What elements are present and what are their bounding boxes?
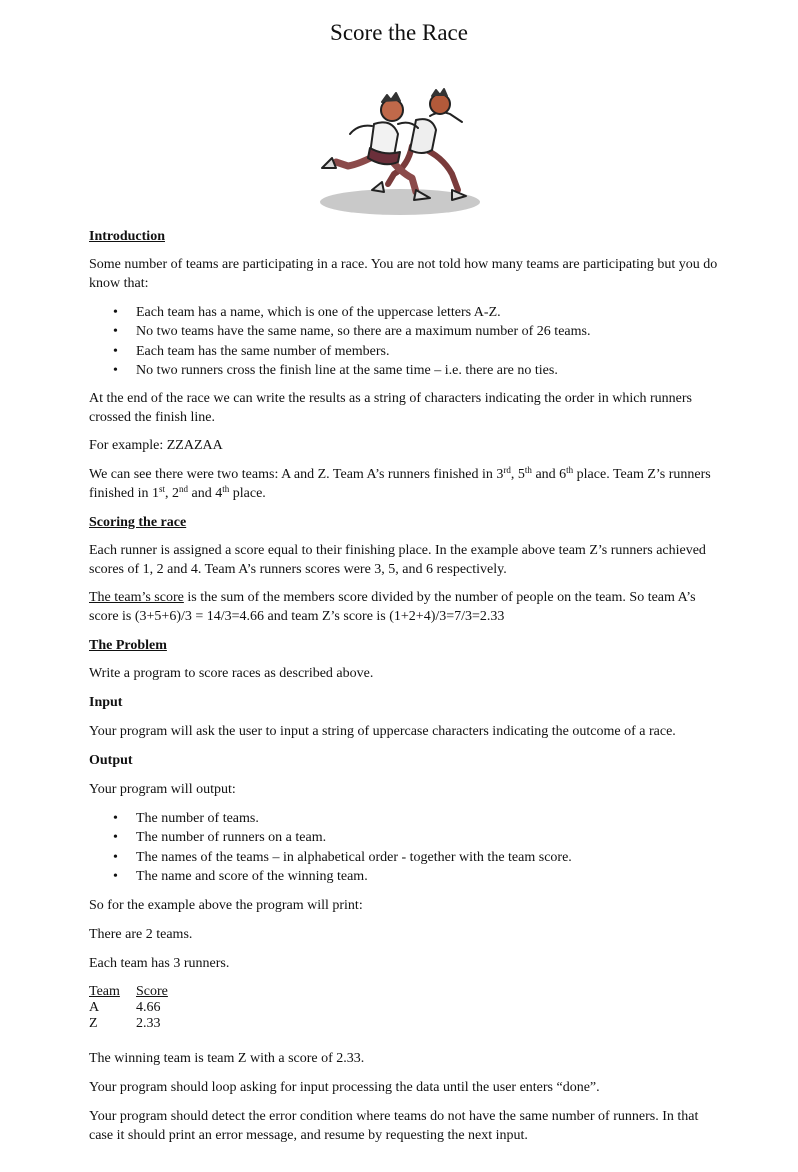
scoring-paragraph: Each runner is assigned a score equal to their finishing place. In the example above team Z’s runners achieved scores of 1, 2 and 4. Team A’s runners scores were 3, 5, and 6 respectively.: [89, 543, 706, 577]
intro-bullet-list: [89, 303, 719, 380]
list-item: • The number of runners on a team.: [89, 828, 719, 847]
output-line-runners: Each team has 3 runners.: [89, 956, 230, 971]
output-bullet-list: [89, 809, 719, 886]
intro-paragraph: Some number of teams are participating in a race. You are not told how many teams are participating but you do know that:: [89, 257, 718, 291]
example-line: For example: ZZAZAA: [89, 438, 223, 453]
list-item: • Each team has the same number of members.: [89, 342, 719, 361]
output-line-teams: There are 2 teams.: [89, 927, 193, 942]
table-cell: 2.33: [136, 1016, 161, 1031]
loop-paragraph: Your program should loop asking for input processing the data until the user enters “done”.: [89, 1080, 600, 1095]
output-intro: Your program will output:: [89, 782, 236, 797]
table-cell: Z: [89, 1016, 98, 1031]
list-item: • No two teams have the same name, so there are a maximum number of 26 teams.: [89, 322, 719, 341]
table-row: [89, 1000, 168, 1016]
score-table: [89, 984, 168, 1032]
table-cell: A: [89, 1000, 100, 1015]
team-score-paragraph: The team’s score is the sum of the members score divided by the number of people on the team. So team A’s score is (3+5+6)/3 = 14/3=4.66 and team Z’s score is (1+2+4)/3=7/3=2.33: [89, 590, 696, 624]
heading-input: Input: [89, 695, 123, 710]
results-string-paragraph: At the end of the race we can write the results as a string of characters indicating the order in which runners crossed the finish line.: [89, 391, 692, 425]
list-item: • The name and score of the winning team.: [89, 867, 719, 886]
print-intro: So for the example above the program will print:: [89, 898, 363, 913]
winner-line: The winning team is team Z with a score of 2.33.: [89, 1051, 365, 1066]
heading-scoring: Scoring the race: [89, 515, 187, 530]
error-paragraph: Your program should detect the error condition where teams do not have the same number of runners. In that case it should print an error message, and resume by requesting the next input.: [89, 1109, 699, 1143]
list-item: • The names of the teams – in alphabetical order - together with the team score.: [89, 848, 719, 867]
page-title: Score the Race: [330, 20, 468, 45]
list-item: • The number of teams.: [89, 809, 719, 828]
heading-problem: The Problem: [89, 638, 167, 653]
table-header-row: [89, 984, 168, 1000]
list-item: • No two runners cross the finish line at the same time – i.e. there are no ties.: [89, 361, 719, 380]
table-cell: 4.66: [136, 1000, 161, 1015]
heading-output: Output: [89, 753, 133, 768]
example-explanation: We can see there were two teams: A and Z. Team A’s runners finished in 3rd, 5th and 6th place. Team Z’s runners finished in 1st, 2nd and 4th place.: [89, 465, 711, 501]
input-text: Your program will ask the user to input a string of uppercase characters indicating the outcome of a race.: [89, 724, 676, 739]
problem-text: Write a program to score races as described above.: [89, 666, 374, 681]
table-row: [89, 1016, 168, 1032]
runners-illustration: [312, 86, 488, 218]
team-score-term: The team’s score: [89, 590, 184, 605]
heading-introduction: Introduction: [89, 229, 165, 244]
list-item: • Each team has a name, which is one of the uppercase letters A-Z.: [89, 303, 719, 322]
column-header: Score: [136, 984, 168, 999]
column-header: Team: [89, 984, 120, 999]
